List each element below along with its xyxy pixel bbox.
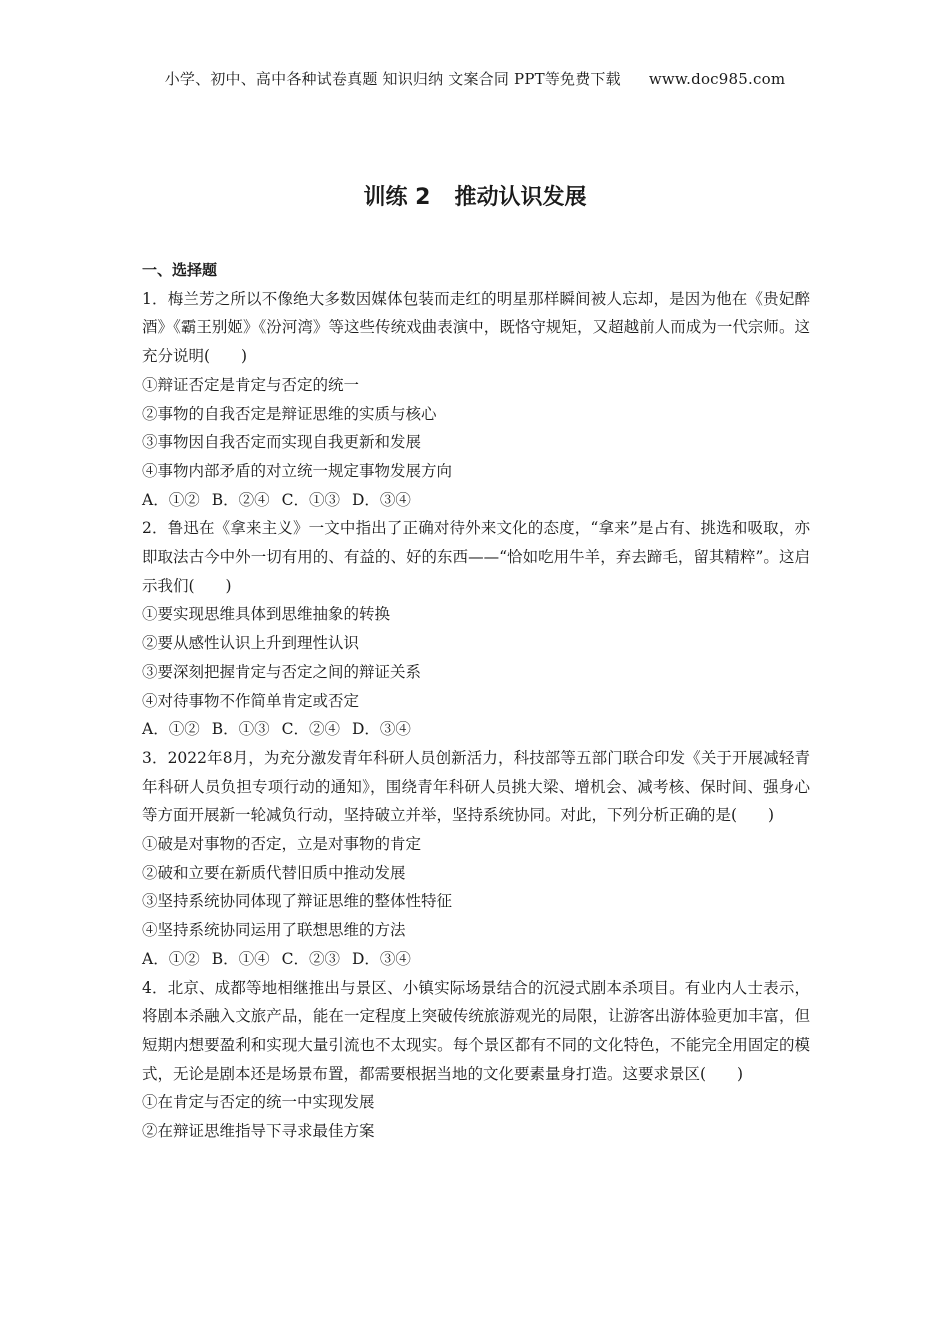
statement-item: ①要实现思维具体到思维抽象的转换 [142, 605, 391, 624]
statement-item: ③坚持系统协同体现了辩证思维的整体性特征 [142, 892, 453, 911]
header-text: 小学、初中、高中各种试卷真题 知识归纳 文案合同 PPT等免费下载 [164, 70, 621, 88]
title-part-1: 训练 2 [363, 185, 431, 210]
statement-item: ④事物内部矛盾的对立统一规定事物发展方向 [142, 461, 453, 480]
header-site-link[interactable]: www.doc985.com [648, 70, 786, 88]
option-a: A．①② [142, 490, 200, 509]
answer-options [142, 715, 810, 744]
page-header [0, 68, 950, 89]
statement-item: ②破和立要在新质代替旧质中推动发展 [142, 863, 406, 882]
question-stem: 4．北京、成都等地相继推出与景区、小镇实际场景结合的沉浸式剧本杀项目。有业内人士表示，将剧本杀融入文旅产品，能在一定程度上突破传统旅游观光的局限，让游客出游体验更加丰富，但短期内想要盈利和实现大量引流也不太现实。每个景区都有不同的文化特色，不能完全用固定的模式，无论是剧本还是场景布置，都需要根据当地的文化要素量身打造。这要求景区( ) [142, 978, 810, 1083]
statement-item: ②事物的自我否定是辩证思维的实质与核心 [142, 404, 437, 423]
option-c: C．②③ [281, 949, 340, 968]
option-b: B．①③ [211, 720, 270, 739]
question-1 [142, 285, 810, 515]
answer-options [142, 945, 810, 974]
statement-item: ①在肯定与否定的统一中实现发展 [142, 1093, 375, 1112]
question-3 [142, 744, 810, 974]
option-d: D．③④ [351, 949, 411, 968]
option-c: C．①③ [281, 490, 340, 509]
page-title [0, 180, 950, 211]
option-a: A．①② [142, 949, 200, 968]
option-b: B．②④ [211, 490, 270, 509]
statement-item: ②要从感性认识上升到理性认识 [142, 634, 360, 653]
statement-item: ①破是对事物的否定，立是对事物的肯定 [142, 835, 422, 854]
statement-item: ③事物因自我否定而实现自我更新和发展 [142, 433, 422, 452]
statement-item: ④坚持系统协同运用了联想思维的方法 [142, 921, 406, 940]
option-c: C．②④ [281, 720, 340, 739]
statement-item: ①辩证否定是肯定与否定的统一 [142, 375, 360, 394]
option-d: D．③④ [351, 720, 411, 739]
section-heading: 一、选择题 [142, 261, 218, 279]
statement-item: ②在辩证思维指导下寻求最佳方案 [142, 1122, 375, 1141]
question-stem: 3．2022年8月，为充分激发青年科研人员创新活力，科技部等五部门联合印发《关于开展减轻青年科研人员负担专项行动的通知》，围绕青年科研人员挑大梁、增机会、减考核、保时间、强身心等方面开展新一轮减负行动，坚持破立并举，坚持系统协同。对此，下列分析正确的是( ) [142, 748, 810, 825]
question-content [142, 256, 810, 1146]
statement-item: ④对待事物不作简单肯定或否定 [142, 691, 360, 710]
question-stem: 1．梅兰芳之所以不像绝大多数因媒体包装而走红的明星那样瞬间被人忘却，是因为他在《贵妃醉酒》《霸王别姬》《汾河湾》等这些传统戏曲表演中，既恪守规矩，又超越前人而成为一代宗师。这充分说明( ) [142, 289, 810, 366]
answer-options [142, 486, 810, 515]
question-stem: 2．鲁迅在《拿来主义》一文中指出了正确对待外来文化的态度，“拿来”是占有、挑选和吸取，亦即取法古今中外一切有用的、有益的、好的东西——“恰如吃用牛羊，弃去蹄毛，留其精粹”。这启示我们( ) [142, 519, 810, 595]
option-b: B．①④ [211, 949, 270, 968]
option-a: A．①② [142, 720, 200, 739]
question-4 [142, 974, 810, 1146]
question-2 [142, 514, 810, 744]
statement-item: ③要深刻把握肯定与否定之间的辩证关系 [142, 662, 422, 681]
option-d: D．③④ [351, 490, 411, 509]
title-part-2: 推动认识发展 [454, 185, 587, 210]
